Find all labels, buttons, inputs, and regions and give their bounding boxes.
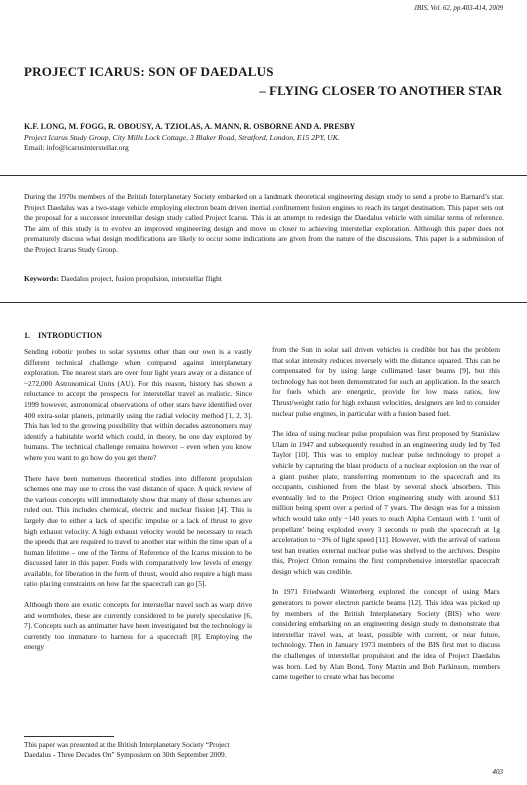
left-column: [24, 347, 252, 663]
page-number: 403: [492, 768, 503, 776]
paragraph: Sending robotic probes to solar systems other than our own is a vastly different technical challenge when compared against interplanetary exploration. The nearest stars are over four light years away or a distance of ~272,000 Astronomical Units (AU). For this reason, history has shown a reluctance to accept the prospects for interstellar travel as realistic. Since 1999 however, astronomical observations of other stars have identified over 400 extra-solar planets, primarily using the radial velocity method [1, 2, 3]. This has led to the growing possibility that within decades astronomers may identify a habitable world which could, in theory, be one day explored by humans. The technical challenge remains however – even when you know where you want to go how do you get there?: [24, 347, 252, 462]
paragraph: The idea of using nuclear pulse propulsion was first proposed by Stanislaw Ulam in 1947 and subsequently resulted in an engineering study led by Ted Taylor [10]. This was to employ nuclear pulse technology to propel a vehicle by capturing the blast products of a nuclear explosion on the rear of a giant pusher plate, transferring momentum to the spacecraft and its occupants, cushioned from the blast by several shock absorbers. This eventually led to the Project Orion engineering study with around $11 million being spent over a period of 7 years. The design was for a mission which would take only ~140 years to reach Alpha Centauri with 1 ‘unit of propellant’ being exploded every 3 seconds to push the spacecraft at 1g acceleration to ~3% of light speed [11]. However, with the arrival of various test ban treaties external nuclear pulse was shelved to the archives. Despite this, Project Orion remains the first comprehensive interstellar spacecraft design which was credible.: [272, 429, 500, 576]
abstract: During the 1970s members of the British Interplanetary Society embarked on a landmark theoretical engineering design study to send a probe to Barnard’s star. Project Daedalus was a two-stage vehicle employing electron beam driven inertial confinement fusion engines to reach its target destination. This paper sets out the proposal for a successor interstellar design study called Project Icarus. This is an attempt to redesign the Daedalus vehicle with similar terms of reference. The aim of this study is to evolve an improved engineering design and move us closer to achieving interstellar exploration. Although this paper does not prematurely discuss what design modifications are likely to occur some indications are given from the nature of the discussions. This paper is a submission of the Project Icarus Study Group.: [24, 192, 504, 254]
right-column: [272, 345, 500, 693]
paper-title: [24, 64, 502, 99]
paragraph: from the Sun in solar sail driven vehicles is credible but has the problem that solar intensity reduces inversely with the distance squared. This can be compensated for by using large collimated laser beams [9], but this technology has not been demonstrated for such an application. In the search for fuels which are energetic, provide for low mass ratios, low Thrust/weight ratio for high exhaust velocities, designers are led to consider nuclear pulse engines, in particular with a fusion based fuel.: [272, 345, 500, 418]
footnote: This paper was presented at the British Interplanetary Society “Project Daedalus - Three Decades On” Symposium on 30th September 2009.: [24, 740, 230, 759]
contact-email: Email: info@icarusinterstellar.org: [24, 143, 129, 152]
section-heading: 1. INTRODUCTION: [24, 331, 103, 340]
top-divider: [0, 175, 527, 176]
affiliation: Project Icarus Study Group, City Mills Lock Cottage, 3 Blaker Road, Stratford, London, E15 2PY, UK.: [24, 133, 340, 142]
paragraph: In 1971 Friedwardt Winterberg explored the concept of using Marx generators to power electron particle beams [12]. This idea was picked up by members of the British Interplanetary Society (BIS) who were considering embarking on an engineering design study to demonstrate that interstellar travel was, at least, possible with current, or near future, technology. Then in January 1973 members of the BIS first met to discuss the challenges of interstellar propulsion and the idea of Project Daedalus was born. Led by Alan Bond, Tony Martin and Bob Parkinson, members came together to create what has become: [272, 587, 500, 682]
keywords-text: Daedalus project, fusion propulsion, interstellar flight: [60, 274, 222, 283]
author-list: K.F. LONG, M. FOGG, R. OBOUSY, A. TZIOLAS, A. MANN, R. OSBORNE AND A. PRESBY: [24, 122, 356, 131]
footnote-divider: [24, 736, 114, 737]
paragraph: Although there are exotic concepts for interstellar travel such as warp drive and wormholes, these are currently considered to be purely speculative [6, 7]. Concepts such as antimatter have been investigated but the technology is currently too immature to harness for a spacecraft [8]. Employing the energy: [24, 600, 252, 652]
bottom-divider: [0, 302, 527, 303]
keywords-label: Keywords:: [24, 274, 59, 283]
paragraph: There have been numerous theoretical studies into different propulsion schemes one may use to cross the vast distance of space. A quick review of the various concepts will immediately show that many of those schemes are ruled out. This includes chemical, electric and nuclear fission [4]. This is largely due to either a lack of specific impulse or a lack of thrust to give high exhaust velocity. A high exhaust velocity would be necessary to reach the speeds that are required to travel to another star within the time span of a human lifetime – one of the Terms of Reference of the Icarus mission to be discussed later in this paper. Fuels with comparatively low levels of energy available, for liberation in the form of thrust, would also require a high mass ratio placing constraints on how far the spacecraft can go [5].: [24, 473, 252, 589]
title-line-2: – FLYING CLOSER TO ANOTHER STAR: [259, 83, 502, 98]
title-line-1: PROJECT ICARUS: SON OF DAEDALUS: [24, 64, 274, 79]
keywords: [24, 274, 504, 283]
journal-reference: JBIS, Vol. 62, pp.403-414, 2009: [413, 4, 503, 12]
